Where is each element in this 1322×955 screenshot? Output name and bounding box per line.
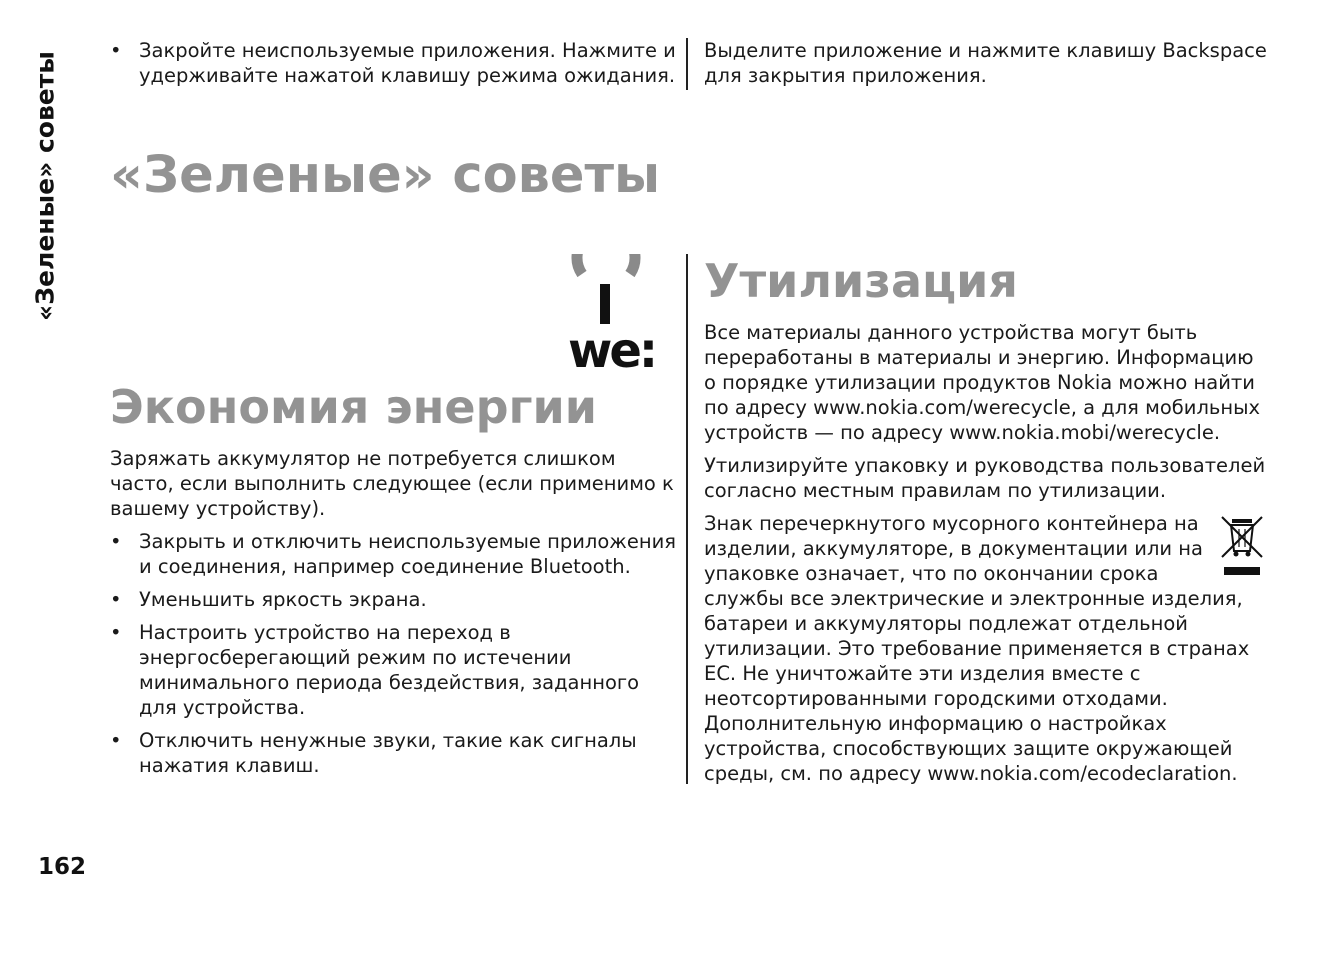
recycling-paragraph-2: Утилизируйте упаковку и руководства пользователей согласно местным правилам по утилизации.: [704, 454, 1266, 502]
energy-tips-list: [110, 529, 678, 778]
column-divider: [686, 254, 688, 784]
list-item: • Закрыть и отключить неиспользуемые приложения и соединения, например соединение Bluetooth.: [110, 529, 678, 579]
energy-intro: Заряжать аккумулятор не потребуется слишком часто, если выполнить следующее (если применимо к вашему устройству).: [110, 447, 674, 520]
top-right-column: [704, 38, 1284, 96]
recycling-paragraph-1: Все материалы данного устройства могут быть переработаны в материалы и энергию. Информацию о порядке утилизации продуктов Nokia можно найти по адресу www.nokia.com/werecycle, а для мобильных устройств — по адресу www.nokia.mobi/werecycle.: [704, 321, 1261, 444]
page-number: 162: [38, 854, 87, 880]
top-bullet-list: [110, 38, 678, 88]
list-item: • Отключить ненужные звуки, такие как сигналы нажатия клавиш.: [110, 728, 678, 778]
side-tab-label: «Зеленые» советы: [30, 51, 60, 321]
list-item: • Настроить устройство на переход в энергосберегающий режим по истечении минимального периода бездействия, заданного для устройства.: [110, 620, 678, 720]
list-item: • Уменьшить яркость экрана.: [110, 587, 678, 612]
top-left-column: [110, 38, 678, 96]
energy-section: [110, 380, 678, 786]
recycling-paragraph-3: Знак перечеркнутого мусорного контейнера на изделии, аккумуляторе, в документации или на упаковке означает, что по окончании срока службы все электрические и электронные изделия, батареи и аккумуляторы подлежат отдельной утилизации. Это требование применяется в странах ЕС. Не уничтожайте эти изделия вместе с неотсортированными городскими отходами. Дополнительную информацию о настройках устройства, способствующих защите окружающей среды, см. по адресу www.nokia.com/ecodeclaration.: [704, 512, 1250, 785]
page-title: «Зеленые» советы: [110, 146, 661, 205]
energy-heading: Экономия энергии: [110, 380, 598, 434]
crossed-out-wheelie-bin-icon: [1218, 511, 1266, 577]
recycling-section: [704, 254, 1270, 794]
recycling-heading: Утилизация: [704, 254, 1018, 308]
top-right-text: Выделите приложение и нажмите клавишу Backspace для закрытия приложения.: [704, 39, 1267, 87]
logo-text: we:: [568, 323, 656, 372]
side-tab: [14, 36, 76, 336]
column-divider-top: [686, 38, 688, 90]
we-power-logo-icon: [560, 254, 674, 372]
list-item: • Закройте неиспользуемые приложения. Нажмите и удерживайте нажатой клавишу режима ожидания.: [110, 38, 678, 88]
